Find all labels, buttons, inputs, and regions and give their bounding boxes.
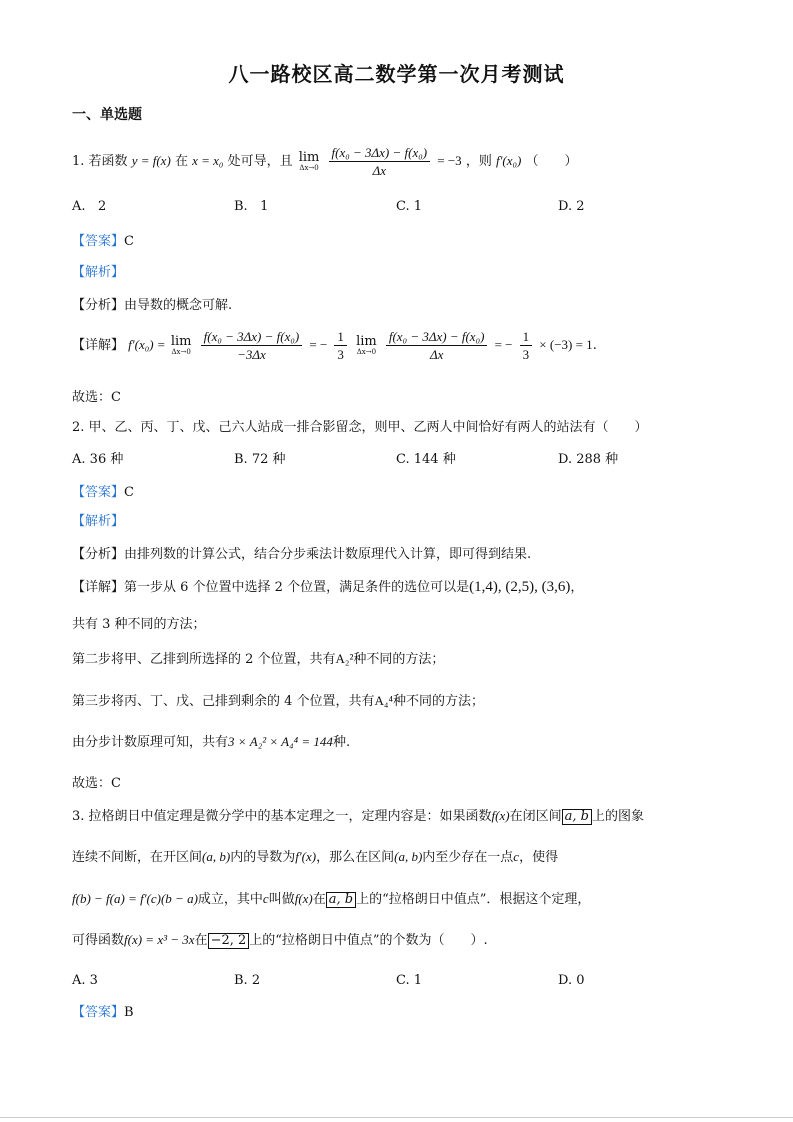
text: 在 [194, 933, 208, 948]
numerator: f(x₀ − 3Δx) − f(x₀) [386, 330, 488, 346]
q2-option-d [558, 453, 618, 466]
page-title: 八一路校区高二数学第一次月考测试 [228, 62, 565, 86]
denominator: 3 [337, 347, 344, 362]
q1-text-then: ，则 [465, 154, 492, 169]
q1-detail-lhs: f′(x₀) = [128, 337, 169, 352]
text: 在闭区间 [509, 809, 562, 824]
page-bottom-divider [0, 1117, 793, 1118]
option-value: 3 [89, 973, 98, 988]
q1-paren: （ ） [525, 154, 578, 169]
q3-line-2 [72, 850, 558, 864]
detail-math: 3 × A₂² × A₄⁴ = 144 [228, 734, 333, 749]
q1-limit-word: lim [298, 150, 320, 165]
fenxi-text: 由排列数的计算公式，结合分步乘法计数原理代入计算，即可得到结果. [124, 547, 532, 562]
option-value: 72 种 [251, 452, 286, 467]
q3-point-c: c [513, 849, 520, 864]
detail-end: 种不同的方法； [393, 694, 485, 709]
text: ，使得 [519, 850, 559, 865]
q1-detail-third2 [520, 330, 533, 361]
q2-detail-2: 共有 3 种不同的方法； [72, 617, 206, 632]
q3-option-a [72, 974, 98, 987]
q3-function: f(x) [491, 808, 510, 823]
detail-math: A₂² [335, 651, 354, 666]
q2-stem: 2. 甲、乙、丙、丁、戊、己六人站成一排合影留念，则甲、乙两人中间恰好有两人的站法有（ ） [72, 420, 648, 435]
q1-text-at: 在 [174, 154, 188, 169]
q3-option-b [234, 974, 260, 987]
text: 内至少存在一点 [422, 850, 514, 865]
answer-tag: 【答案】 [72, 1005, 125, 1020]
limit-sub: Δx→0 [171, 348, 191, 356]
q1-function: y = f(x) [131, 153, 171, 168]
fenxi-text: 由导数的概念可解. [124, 298, 233, 313]
option-label: B. [234, 973, 248, 988]
detail-end: 种. [332, 735, 351, 750]
option-label: A. [72, 199, 86, 214]
limit-sub: Δx→0 [356, 348, 377, 356]
detail-math: (1,4), (2,5), (3,6) [469, 579, 571, 595]
option-value: 288 种 [576, 452, 619, 467]
option-label: C. [396, 199, 410, 214]
q1-option-d [558, 200, 585, 213]
fenxi-tag: 【分析】 [72, 298, 125, 313]
limit-word: lim [170, 334, 192, 349]
q1-detail-limit1 [171, 335, 192, 356]
denominator: −3Δx [237, 347, 266, 362]
option-label: C. [396, 452, 410, 467]
q1-denominator: Δx [372, 163, 387, 178]
denominator: 3 [522, 347, 530, 362]
q3-option-c [396, 974, 422, 987]
q1-choice [72, 391, 121, 404]
text: 可得函数 [72, 933, 125, 948]
text: 上的图象 [591, 809, 644, 824]
detail-end: 种不同的方法； [353, 652, 445, 667]
q2-answer [72, 486, 134, 499]
option-label: D. [558, 973, 573, 988]
numerator: 1 [520, 330, 533, 346]
q1-detail-eq2: = − [309, 337, 328, 352]
q1-limit [299, 151, 320, 172]
detail-tag: 【详解】 [72, 580, 125, 595]
q1-point: x = x₀ [192, 153, 224, 168]
q1-option-c [396, 200, 422, 213]
numerator: f(x₀ − 3Δx) − f(x₀) [201, 330, 303, 346]
option-value: 2 [576, 199, 585, 214]
option-label: A. [72, 973, 86, 988]
option-value: 2 [251, 973, 261, 988]
detail-text: 第二步将甲、乙排到所选择的 2 个位置，共有 [72, 652, 336, 667]
text: 在 [312, 892, 326, 907]
q3-option-d [558, 974, 585, 987]
q1-detail-dot: . [592, 338, 597, 353]
answer-value: B [124, 1005, 134, 1020]
q2-option-a [72, 453, 123, 466]
answer-value: C [124, 234, 134, 249]
text: 3. 拉格朗日中值定理是微分学中的基本定理之一，定理内容是：如果函数 [72, 809, 492, 824]
text: 连续不间断，在开区间 [72, 850, 203, 865]
q1-detail-eq3: = − [494, 337, 513, 352]
q2-fenxi [72, 548, 531, 561]
option-value: 1 [260, 199, 269, 214]
option-value: 1 [413, 973, 423, 988]
answer-value: C [124, 485, 134, 500]
text: 成立，其中 [197, 892, 263, 907]
option-label: A. [72, 452, 86, 467]
q1-answer [72, 235, 134, 248]
q1-number: 1. [72, 154, 85, 169]
text: 上的“拉格朗日中值点”的个数为（ ）. [249, 933, 488, 948]
q1-detail [72, 330, 597, 361]
q1-limit-sub: Δx→0 [299, 164, 319, 172]
q1-detail-limit2 [356, 335, 377, 356]
q3-closed-interval: a, b [562, 809, 592, 825]
q3-equation: f(b) − f(a) = f′(c)(b − a) [72, 891, 198, 906]
q1-option-b [234, 200, 268, 213]
detail-text: 由分步计数原理可知，共有 [72, 735, 229, 750]
q3-line-1 [72, 809, 644, 825]
q3-given-interval: −2, 2 [208, 933, 250, 949]
q1-stem [72, 146, 578, 177]
q3-derivative: f′(x) [295, 849, 317, 864]
q2-detail-5 [72, 735, 350, 749]
q1-detail-fraction1 [201, 330, 303, 361]
text: 上的“拉格朗日中值点”．根据这个定理， [356, 892, 591, 907]
option-value: 144 种 [413, 452, 456, 467]
q1-detail-fraction2 [386, 330, 488, 361]
q2-detail-4 [72, 694, 484, 708]
detail-text: 第一步从 6 个位置中选择 2 个位置，满足条件的选位可以是 [124, 580, 470, 595]
answer-tag: 【答案】 [72, 234, 125, 249]
section-heading: 一、单选题 [72, 107, 142, 123]
choice-label: 故选： [72, 390, 112, 405]
q2-choice [72, 777, 121, 790]
choice-label: 故选： [72, 776, 112, 791]
q1-text-mid: 处可导，且 [227, 154, 293, 169]
q1-numerator: f(x₀ − 3Δx) − f(x₀) [329, 146, 431, 162]
q2-option-c [396, 453, 456, 466]
q3-function: f(x) [294, 891, 313, 906]
text: ，那么在区间 [316, 850, 395, 865]
option-label: B. [234, 452, 248, 467]
detail-tag: 【详解】 [72, 338, 125, 353]
detail-end: ， [570, 580, 584, 595]
q3-given-function: f(x) = x³ − 3x [124, 932, 195, 947]
text: 叫做 [268, 892, 295, 907]
q1-derivative: f′(x₀) [495, 153, 522, 168]
option-label: D. [558, 199, 573, 214]
option-label: B. [234, 199, 248, 214]
q2-detail-3 [72, 652, 444, 666]
q3-line-4 [72, 933, 488, 949]
text: 内的导数为 [230, 850, 296, 865]
q1-equals: = −3 [437, 153, 462, 168]
q3-open-interval: (a, b) [202, 849, 231, 864]
option-value: 2 [97, 199, 107, 214]
q1-fenxi [72, 299, 232, 312]
q3-answer [72, 1006, 134, 1019]
q2-detail-1 [72, 580, 583, 595]
q1-option-a [72, 200, 106, 213]
q1-detail-third1 [334, 330, 347, 361]
option-value: 36 种 [89, 452, 124, 467]
option-label: C. [396, 973, 410, 988]
option-value: 1 [413, 199, 423, 214]
numerator: 1 [334, 330, 347, 346]
q1-fraction [329, 146, 431, 177]
option-value: 0 [576, 973, 585, 988]
q3-line-3 [72, 892, 590, 908]
answer-tag: 【答案】 [72, 485, 125, 500]
q3-point-c: c [262, 891, 269, 906]
detail-text: 第三步将丙、丁、戊、己排到剩余的 4 个位置，共有 [72, 694, 375, 709]
q3-open-interval-2: (a, b) [394, 849, 423, 864]
choice-value: C [111, 390, 121, 405]
detail-math: A₄⁴ [374, 693, 393, 708]
option-label: D. [558, 452, 573, 467]
denominator: Δx [429, 347, 444, 362]
q1-detail-end: × (−3) = 1 [539, 337, 593, 352]
q3-closed-interval: a, b [326, 892, 356, 908]
q1-text-pre: 若函数 [88, 154, 128, 169]
q2-option-b [234, 453, 286, 466]
q1-analysis-tag: 【解析】 [72, 265, 125, 280]
limit-word: lim [356, 334, 377, 349]
choice-value: C [111, 776, 121, 791]
fenxi-tag: 【分析】 [72, 547, 125, 562]
q2-analysis-tag: 【解析】 [72, 514, 125, 529]
